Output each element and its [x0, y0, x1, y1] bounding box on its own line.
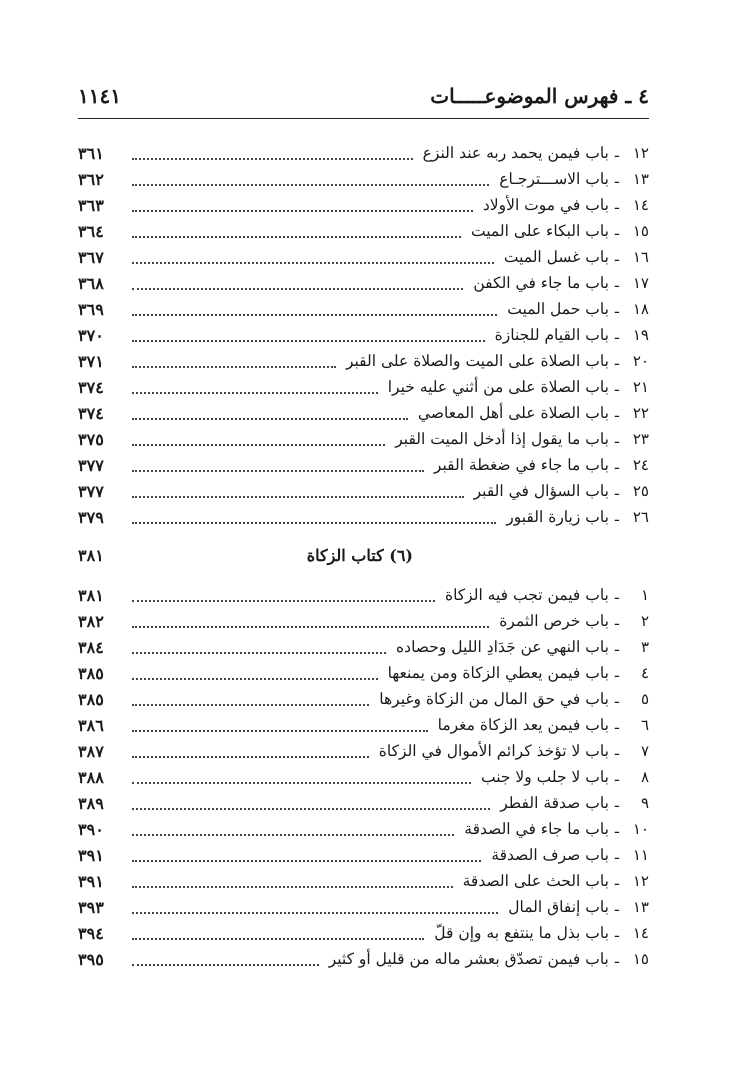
leader-dots	[132, 626, 489, 628]
leader-dots	[132, 158, 413, 160]
toc-entry-title: باب لا تؤخذ كرائم الأموال في الزكاة	[378, 742, 609, 760]
toc-entry-title: باب إنفاق المال	[508, 898, 609, 916]
toc-entry-page: ٣٦١	[78, 143, 104, 163]
leader-dots	[132, 470, 424, 472]
page-header	[78, 80, 649, 112]
toc-entry-title: باب ما جاء في الصدقة	[464, 820, 609, 838]
toc-entry: ٢١ ـ باب الصلاة على من أثني عليه خيرا ٣٧٤	[78, 377, 649, 397]
book-heading	[78, 546, 649, 574]
toc-entry-page: ٣٧٩	[78, 507, 104, 527]
toc-entry-page: ٣٨٦	[78, 715, 104, 735]
leader-dots	[132, 704, 369, 706]
toc-entry-title: باب الصلاة على الميت والصلاة على القبر	[345, 352, 609, 370]
toc-entry-page: ٣٩٥	[78, 949, 104, 969]
leader-dots	[132, 912, 498, 914]
toc-entry-page: ٣٧٤	[78, 377, 104, 397]
leader-dots	[132, 236, 461, 238]
leader-dots	[132, 886, 453, 888]
toc-entry-title: باب صرف الصدقة	[491, 846, 609, 864]
leader-dots	[132, 730, 428, 732]
toc-entry-title: باب فيمن تصدّق بعشر ماله من قليل أو كثير	[328, 950, 609, 968]
leader-dots	[132, 314, 497, 316]
book-heading-page: ٣٨١	[78, 546, 104, 565]
toc-entry: ٢٠ ـ باب الصلاة على الميت والصلاة على القبر ٣٧١	[78, 351, 649, 371]
toc-entry-title: باب صدقة الفطر	[500, 794, 609, 812]
toc-entry: ٢٣ ـ باب ما يقول إذا أدخل الميت القبر ٣٧٥	[78, 429, 649, 449]
toc-entry: ٢٦ ـ باب زيارة القبور ٣٧٩	[78, 507, 649, 527]
toc-entry: ١٩ ـ باب القيام للجنازة ٣٧٠	[78, 325, 649, 345]
toc-entry: ١٣ ـ باب إنفاق المال ٣٩٣	[78, 897, 649, 917]
toc-entry-page: ٣٨٤	[78, 637, 104, 657]
book-heading-title: (٦) كتاب الزكاة	[306, 546, 413, 565]
leader-dots	[132, 834, 454, 836]
toc-entry-title: باب لا جلب ولا جنب	[480, 768, 609, 786]
toc-entry: ٧ ـ باب لا تؤخذ كرائم الأموال في الزكاة ٣٨٧	[78, 741, 649, 761]
toc-entry: ٢٤ ـ باب ما جاء في ضغطة القبر ٣٧٧	[78, 455, 649, 475]
leader-dots	[132, 184, 489, 186]
toc-entry: ٥ ـ باب في حق المال من الزكاة وغيرها ٣٨٥	[78, 689, 649, 709]
toc-entry-page: ٣٩٠	[78, 819, 104, 839]
toc-entry: ١ ـ باب فيمن تجب فيه الزكاة ٣٨١	[78, 585, 649, 605]
toc-entry: ٢٥ ـ باب السؤال في القبر ٣٧٧	[78, 481, 649, 501]
toc-entry-title: باب زيارة القبور	[506, 508, 609, 526]
toc-entry-page: ٣٧٧	[78, 455, 104, 475]
toc-entry-title: باب بذل ما ينتفع به وإن قلّ	[434, 924, 609, 942]
leader-dots	[132, 652, 386, 654]
toc-entry-page: ٣٦٨	[78, 273, 104, 293]
leader-dots	[132, 392, 378, 394]
toc-entry-page: ٣٨٧	[78, 741, 104, 761]
toc-entry: ١١ ـ باب صرف الصدقة ٣٩١	[78, 845, 649, 865]
toc-entry-page: ٣٦٢	[78, 169, 104, 189]
toc-entry-page: ٣٧٠	[78, 325, 104, 345]
toc-entry: ٩ ـ باب صدقة الفطر ٣٨٩	[78, 793, 649, 813]
leader-dots	[132, 964, 319, 966]
leader-dots	[132, 496, 464, 498]
toc-entry-page: ٣٦٩	[78, 299, 104, 319]
toc-entry-title: باب حمل الميت	[507, 300, 609, 318]
toc-entry-page: ٣٧١	[78, 351, 104, 371]
toc-entry: ١٨ ـ باب حمل الميت ٣٦٩	[78, 299, 649, 319]
toc-entry-title: باب فيمن يحمد ربه عند النزع	[422, 144, 609, 162]
toc-entry-title: باب القيام للجنازة	[494, 326, 609, 344]
toc-entry: ٤ ـ باب فيمن يعطي الزكاة ومن يمنعها ٣٨٥	[78, 663, 649, 683]
toc-entry: ١٤ ـ باب بذل ما ينتفع به وإن قلّ ٣٩٤	[78, 923, 649, 943]
toc-entry-title: باب ما جاء في ضغطة القبر	[433, 456, 609, 474]
leader-dots	[132, 366, 336, 368]
toc-entry-title: باب غسل الميت	[503, 248, 609, 266]
toc-entry-title: باب السؤال في القبر	[473, 482, 609, 500]
toc-entry-page: ٣٩١	[78, 845, 104, 865]
toc-entry: ٨ ـ باب لا جلب ولا جنب ٣٨٨	[78, 767, 649, 787]
header-title: ٤ ـ فهرس الموضوعـــــات	[430, 84, 649, 108]
toc-entry-title: باب الحث على الصدقة	[462, 872, 609, 890]
leader-dots	[132, 860, 481, 862]
leader-dots	[132, 678, 378, 680]
toc-entry-page: ٣٨٩	[78, 793, 104, 813]
toc-entry: ١٣ ـ باب الاســـترجـاع ٣٦٢	[78, 169, 649, 189]
toc-entry: ١٢ ـ باب الحث على الصدقة ٣٩١	[78, 871, 649, 891]
toc-entry: ٦ ـ باب فيمن يعد الزكاة مغرما ٣٨٦	[78, 715, 649, 735]
toc-entry: ١٦ ـ باب غسل الميت ٣٦٧	[78, 247, 649, 267]
toc-entry-page: ٣٨٢	[78, 611, 104, 631]
toc-entry-page: ٣٦٣	[78, 195, 104, 215]
toc-entry: ١٧ ـ باب ما جاء في الكفن ٣٦٨	[78, 273, 649, 293]
toc-entry: ١٥ ـ باب فيمن تصدّق بعشر ماله من قليل أو كثير ٣٩٥	[78, 949, 649, 969]
leader-dots	[132, 210, 473, 212]
toc-entry-title: باب الصلاة على من أثني عليه خيرا	[387, 378, 609, 396]
toc-entry-page: ٣٨٨	[78, 767, 104, 787]
toc-entry-title: باب فيمن يعطي الزكاة ومن يمنعها	[387, 664, 609, 682]
toc-entry-title: باب في حق المال من الزكاة وغيرها	[379, 690, 609, 708]
toc-entry: ١٥ ـ باب البكاء على الميت ٣٦٤	[78, 221, 649, 241]
toc-entry-page: ٣٩١	[78, 871, 104, 891]
toc-entry: ١٢ ـ باب فيمن يحمد ربه عند النزع ٣٦١	[78, 143, 649, 163]
toc-entry-title: باب فيمن يعد الزكاة مغرما	[437, 716, 609, 734]
leader-dots	[132, 808, 490, 810]
leader-dots	[132, 600, 435, 602]
toc-entry-page: ٣٨١	[78, 585, 104, 605]
toc-entry-title: باب خرص الثمرة	[499, 612, 609, 630]
toc-entry: ٢٢ ـ باب الصلاة على أهل المعاصي ٣٧٤	[78, 403, 649, 423]
leader-dots	[132, 782, 471, 784]
toc-entry-title: باب ما يقول إذا أدخل الميت القبر	[395, 430, 609, 448]
toc-entry-title: باب ما جاء في الكفن	[473, 274, 609, 292]
leader-dots	[132, 262, 494, 264]
leader-dots	[132, 444, 385, 446]
leader-dots	[132, 418, 408, 420]
header-rule	[78, 118, 649, 119]
leader-dots	[132, 756, 369, 758]
toc-entry-page: ٣٦٤	[78, 221, 104, 241]
toc-entry-page: ٣٧٥	[78, 429, 104, 449]
toc-entry: ١٤ ـ باب في موت الأولاد ٣٦٣	[78, 195, 649, 215]
toc-entry: ٣ ـ باب النهي عن جَدَادِ الليل وحصاده ٣٨٤	[78, 637, 649, 657]
toc-entry-page: ٣٨٥	[78, 689, 104, 709]
toc-entry-title: باب النهي عن جَدَادِ الليل وحصاده	[396, 638, 609, 656]
header-page-number: ١١٤١	[78, 84, 121, 108]
leader-dots	[132, 522, 496, 524]
toc-entry-page: ٣٩٣	[78, 897, 104, 917]
toc-entry-page: ٣٨٥	[78, 663, 104, 683]
toc-entry-page: ٣٧٤	[78, 403, 104, 423]
toc-entry-title: باب البكاء على الميت	[471, 222, 609, 240]
toc-entry-title: باب في موت الأولاد	[482, 196, 609, 214]
leader-dots	[132, 938, 424, 940]
leader-dots	[132, 288, 463, 290]
toc-entry-title: باب فيمن تجب فيه الزكاة	[444, 586, 609, 604]
toc-entry-page: ٣٦٧	[78, 247, 104, 267]
toc-entry: ١٠ ـ باب ما جاء في الصدقة ٣٩٠	[78, 819, 649, 839]
toc-entry-page: ٣٩٤	[78, 923, 104, 943]
toc-entry-title: باب الاســـترجـاع	[499, 170, 609, 188]
toc-entry-title: باب الصلاة على أهل المعاصي	[417, 404, 609, 422]
toc-entry-page: ٣٧٧	[78, 481, 104, 501]
leader-dots	[132, 340, 485, 342]
toc-entry: ٢ ـ باب خرص الثمرة ٣٨٢	[78, 611, 649, 631]
